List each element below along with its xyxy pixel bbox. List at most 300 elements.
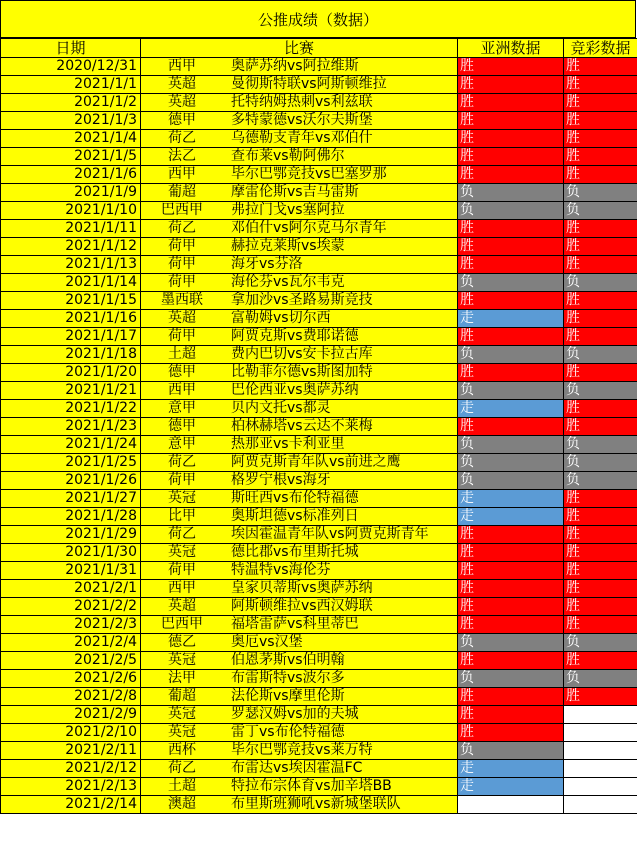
table-row [1, 490, 637, 508]
jingcai-result-cell[interactable]: 胜 [564, 508, 637, 526]
match-cell[interactable] [141, 670, 458, 688]
date-cell[interactable]: 2021/1/28 [1, 508, 141, 526]
match-cell[interactable] [141, 76, 458, 94]
asia-result-cell[interactable]: 胜 [458, 238, 564, 256]
header-asia[interactable]: 亚洲数据 [458, 39, 564, 58]
teams-label: 奥斯坦德vs标准列日 [231, 508, 359, 524]
teams-label: 费内巴切vs安卡拉古库 [231, 346, 373, 362]
asia-result-cell[interactable]: 胜 [458, 598, 564, 616]
jingcai-result-cell[interactable]: 负 [564, 436, 637, 454]
league-label: 西甲 [168, 382, 196, 398]
league-label: 荷甲 [168, 274, 196, 290]
asia-result-cell[interactable]: 负 [458, 454, 564, 472]
league-label: 荷乙 [168, 220, 196, 236]
teams-label: 斯旺西vs布伦特福德 [231, 490, 359, 506]
asia-result-cell[interactable]: 胜 [458, 544, 564, 562]
league-label: 意甲 [168, 436, 196, 452]
jingcai-result-cell[interactable]: 负 [564, 472, 637, 490]
jingcai-result-cell[interactable]: 胜 [564, 544, 637, 562]
league-label: 巴西甲 [161, 616, 203, 632]
asia-result-cell[interactable]: 胜 [458, 130, 564, 148]
league-label: 英超 [168, 598, 196, 614]
asia-result-cell[interactable]: 胜 [458, 166, 564, 184]
asia-result-cell[interactable]: 胜 [458, 418, 564, 436]
asia-result-cell[interactable]: 胜 [458, 706, 564, 724]
table-row [1, 112, 637, 130]
date-cell[interactable]: 2021/1/15 [1, 292, 141, 310]
jingcai-result-cell[interactable] [564, 760, 637, 778]
date-cell[interactable]: 2021/2/1 [1, 580, 141, 598]
asia-result-cell[interactable] [458, 796, 564, 814]
asia-result-cell[interactable]: 胜 [458, 580, 564, 598]
asia-result-cell[interactable]: 胜 [458, 724, 564, 742]
match-cell[interactable] [141, 508, 458, 526]
match-cell[interactable] [141, 148, 458, 166]
date-cell[interactable]: 2021/2/13 [1, 778, 141, 796]
date-cell[interactable]: 2021/1/10 [1, 202, 141, 220]
jingcai-result-cell[interactable]: 负 [564, 454, 637, 472]
table-row [1, 328, 637, 346]
jingcai-result-cell[interactable] [564, 724, 637, 742]
asia-result-cell[interactable]: 负 [458, 742, 564, 760]
date-cell[interactable]: 2021/1/2 [1, 94, 141, 112]
league-label: 巴西甲 [161, 202, 203, 218]
asia-result-cell[interactable]: 负 [458, 472, 564, 490]
date-cell[interactable]: 2021/2/11 [1, 742, 141, 760]
table-row [1, 598, 637, 616]
teams-label: 毕尔巴鄂竞技vs莱万特 [231, 742, 373, 758]
teams-label: 托特纳姆热刺vs利兹联 [231, 94, 373, 110]
match-cell[interactable] [141, 346, 458, 364]
results-table [0, 38, 637, 814]
asia-result-cell[interactable]: 胜 [458, 112, 564, 130]
table-row [1, 310, 637, 328]
asia-result-cell[interactable]: 负 [458, 634, 564, 652]
match-cell[interactable] [141, 652, 458, 670]
match-cell[interactable] [141, 616, 458, 634]
table-row [1, 472, 637, 490]
date-cell[interactable]: 2021/1/5 [1, 148, 141, 166]
date-cell[interactable]: 2021/2/4 [1, 634, 141, 652]
jingcai-result-cell[interactable]: 负 [564, 634, 637, 652]
league-label: 英超 [168, 310, 196, 326]
league-label: 法乙 [168, 148, 196, 164]
teams-label: 比勒菲尔德vs斯图加特 [231, 364, 373, 380]
teams-label: 巴伦西亚vs奥萨苏纳 [231, 382, 359, 398]
league-label: 澳超 [168, 796, 196, 812]
teams-label: 布里斯班狮吼vs新城堡联队 [231, 796, 401, 812]
asia-result-cell[interactable]: 走 [458, 400, 564, 418]
league-label: 西甲 [168, 166, 196, 182]
table-row [1, 256, 637, 274]
league-label: 荷甲 [168, 256, 196, 272]
table-row [1, 382, 637, 400]
match-cell[interactable] [141, 436, 458, 454]
teams-label: 赫拉克莱斯vs埃蒙 [231, 238, 345, 254]
table-row [1, 202, 637, 220]
date-cell[interactable]: 2021/1/4 [1, 130, 141, 148]
asia-result-cell[interactable]: 胜 [458, 652, 564, 670]
teams-label: 皇家贝蒂斯vs奥萨苏纳 [231, 580, 373, 596]
jingcai-result-cell[interactable]: 胜 [564, 94, 637, 112]
asia-result-cell[interactable]: 胜 [458, 364, 564, 382]
match-cell[interactable] [141, 364, 458, 382]
table-row [1, 760, 637, 778]
header-date[interactable]: 日期 [1, 39, 141, 58]
teams-label: 乌德勒支青年vs邓伯什 [231, 130, 373, 146]
match-cell[interactable] [141, 580, 458, 598]
date-cell[interactable]: 2021/1/9 [1, 184, 141, 202]
league-label: 荷乙 [168, 526, 196, 542]
match-cell[interactable] [141, 292, 458, 310]
league-label: 荷甲 [168, 562, 196, 578]
jingcai-result-cell[interactable]: 胜 [564, 616, 637, 634]
date-cell[interactable]: 2021/2/2 [1, 598, 141, 616]
league-label: 土超 [168, 778, 196, 794]
jingcai-result-cell[interactable] [564, 778, 637, 796]
header-match[interactable]: 比赛 [141, 39, 458, 58]
asia-result-cell[interactable]: 胜 [458, 328, 564, 346]
asia-result-cell[interactable]: 胜 [458, 76, 564, 94]
table-row [1, 724, 637, 742]
asia-result-cell[interactable]: 负 [458, 436, 564, 454]
league-label: 英超 [168, 76, 196, 92]
date-cell[interactable]: 2021/1/27 [1, 490, 141, 508]
date-cell[interactable]: 2021/1/14 [1, 274, 141, 292]
jingcai-result-cell[interactable]: 胜 [564, 598, 637, 616]
table-row [1, 742, 637, 760]
date-cell[interactable]: 2021/1/26 [1, 472, 141, 490]
teams-label: 柏林赫塔vs云达不莱梅 [231, 418, 373, 434]
league-label: 德乙 [168, 634, 196, 650]
teams-label: 曼彻斯特联vs阿斯顿维拉 [231, 76, 387, 92]
teams-label: 海伦芬vs瓦尔韦克 [231, 274, 345, 290]
asia-result-cell[interactable]: 走 [458, 778, 564, 796]
match-cell[interactable] [141, 184, 458, 202]
table-row [1, 688, 637, 706]
match-cell[interactable] [141, 472, 458, 490]
match-cell[interactable] [141, 382, 458, 400]
jingcai-result-cell[interactable]: 负 [564, 670, 637, 688]
date-cell[interactable]: 2021/1/25 [1, 454, 141, 472]
league-label: 意甲 [168, 400, 196, 416]
teams-label: 多特蒙德vs沃尔夫斯堡 [231, 112, 373, 128]
league-label: 荷乙 [168, 760, 196, 776]
match-cell[interactable] [141, 94, 458, 112]
date-cell[interactable]: 2021/1/23 [1, 418, 141, 436]
jingcai-result-cell[interactable]: 胜 [564, 580, 637, 598]
date-cell[interactable]: 2021/1/29 [1, 526, 141, 544]
table-row [1, 436, 637, 454]
league-label: 墨西联 [161, 292, 203, 308]
table-row [1, 346, 637, 364]
league-label: 英冠 [168, 652, 196, 668]
match-cell[interactable] [141, 328, 458, 346]
league-label: 比甲 [168, 508, 196, 524]
table-row [1, 400, 637, 418]
match-cell[interactable] [141, 706, 458, 724]
match-cell[interactable] [141, 598, 458, 616]
match-cell[interactable] [141, 166, 458, 184]
asia-result-cell[interactable]: 负 [458, 346, 564, 364]
league-label: 英冠 [168, 544, 196, 560]
table-row [1, 94, 637, 112]
teams-label: 埃因霍温青年队vs阿贾克斯青年 [231, 526, 429, 542]
asia-result-cell[interactable]: 走 [458, 310, 564, 328]
jingcai-result-cell[interactable]: 负 [564, 346, 637, 364]
date-cell[interactable]: 2021/1/12 [1, 238, 141, 256]
teams-label: 布雷斯特vs波尔多 [231, 670, 345, 686]
table-row [1, 238, 637, 256]
match-cell[interactable] [141, 490, 458, 508]
teams-label: 邓伯什vs阿尔克马尔青年 [231, 220, 387, 236]
teams-label: 特温特vs海伦芬 [231, 562, 331, 578]
teams-label: 弗拉门戈vs塞阿拉 [231, 202, 345, 218]
asia-result-cell[interactable]: 胜 [458, 148, 564, 166]
table-row [1, 364, 637, 382]
asia-result-cell[interactable]: 胜 [458, 292, 564, 310]
jingcai-result-cell[interactable]: 胜 [564, 490, 637, 508]
match-cell[interactable] [141, 418, 458, 436]
table-row [1, 544, 637, 562]
asia-result-cell[interactable]: 胜 [458, 688, 564, 706]
jingcai-result-cell[interactable]: 胜 [564, 310, 637, 328]
jingcai-result-cell[interactable]: 胜 [564, 148, 637, 166]
league-label: 荷甲 [168, 238, 196, 254]
date-cell[interactable]: 2021/1/16 [1, 310, 141, 328]
jingcai-result-cell[interactable]: 胜 [564, 328, 637, 346]
asia-result-cell[interactable]: 胜 [458, 562, 564, 580]
jingcai-result-cell[interactable] [564, 742, 637, 760]
table-row [1, 508, 637, 526]
teams-label: 查布莱vs勒阿佛尔 [231, 148, 345, 164]
match-cell[interactable] [141, 526, 458, 544]
asia-result-cell[interactable]: 胜 [458, 220, 564, 238]
teams-label: 福塔雷萨vs科里蒂巴 [231, 616, 359, 632]
table-row [1, 58, 637, 76]
league-label: 西甲 [168, 580, 196, 596]
league-label: 英冠 [168, 490, 196, 506]
jingcai-result-cell[interactable] [564, 706, 637, 724]
asia-result-cell[interactable]: 走 [458, 760, 564, 778]
table-row [1, 616, 637, 634]
teams-label: 罗瑟汉姆vs加的夫城 [231, 706, 359, 722]
asia-result-cell[interactable]: 胜 [458, 616, 564, 634]
league-label: 荷乙 [168, 454, 196, 470]
date-cell[interactable]: 2021/1/11 [1, 220, 141, 238]
table-row [1, 220, 637, 238]
teams-label: 布雷达vs埃因霍温FC [231, 760, 363, 776]
match-cell[interactable] [141, 238, 458, 256]
teams-label: 德比郡vs布里斯托城 [231, 544, 359, 560]
match-cell[interactable] [141, 220, 458, 238]
date-cell[interactable]: 2021/2/9 [1, 706, 141, 724]
teams-label: 奥厄vs汉堡 [231, 634, 303, 650]
teams-label: 雷丁vs布伦特福德 [231, 724, 345, 740]
league-label: 荷甲 [168, 328, 196, 344]
league-label: 英冠 [168, 724, 196, 740]
asia-result-cell[interactable]: 走 [458, 508, 564, 526]
jingcai-result-cell[interactable]: 负 [564, 202, 637, 220]
league-label: 英冠 [168, 706, 196, 722]
teams-label: 富勒姆vs切尔西 [231, 310, 331, 326]
teams-label: 特拉布宗体育vs加辛塔BB [231, 778, 392, 794]
teams-label: 阿贾克斯vs费耶诺德 [231, 328, 359, 344]
jingcai-result-cell[interactable]: 负 [564, 274, 637, 292]
date-cell[interactable]: 2021/1/18 [1, 346, 141, 364]
table-row [1, 562, 637, 580]
table-row [1, 526, 637, 544]
match-cell[interactable] [141, 130, 458, 148]
jingcai-result-cell[interactable]: 胜 [564, 364, 637, 382]
league-label: 德甲 [168, 112, 196, 128]
league-label: 德甲 [168, 364, 196, 380]
match-cell[interactable] [141, 58, 458, 76]
jingcai-result-cell[interactable]: 胜 [564, 688, 637, 706]
table-row [1, 148, 637, 166]
table-row [1, 166, 637, 184]
date-cell[interactable]: 2021/1/22 [1, 400, 141, 418]
table-row [1, 292, 637, 310]
table-row [1, 670, 637, 688]
jingcai-result-cell[interactable]: 胜 [564, 652, 637, 670]
teams-label: 伯恩茅斯vs伯明翰 [231, 652, 345, 668]
teams-label: 格罗宁根vs海牙 [231, 472, 331, 488]
match-cell[interactable] [141, 310, 458, 328]
match-cell[interactable] [141, 688, 458, 706]
match-cell[interactable] [141, 256, 458, 274]
date-cell[interactable]: 2021/1/13 [1, 256, 141, 274]
date-cell[interactable]: 2021/1/20 [1, 364, 141, 382]
match-cell[interactable] [141, 400, 458, 418]
table-row [1, 634, 637, 652]
jingcai-result-cell[interactable]: 胜 [564, 238, 637, 256]
teams-label: 海牙vs芬洛 [231, 256, 303, 272]
date-cell[interactable]: 2021/1/31 [1, 562, 141, 580]
date-cell[interactable]: 2021/1/24 [1, 436, 141, 454]
header-jingcai[interactable]: 竞彩数据 [564, 39, 637, 58]
jingcai-result-cell[interactable]: 胜 [564, 220, 637, 238]
date-cell[interactable]: 2021/2/8 [1, 688, 141, 706]
teams-label: 贝内文托vs都灵 [231, 400, 331, 416]
table-row [1, 796, 637, 814]
league-label: 西杯 [168, 742, 196, 758]
teams-label: 法伦斯vs摩里伦斯 [231, 688, 345, 704]
date-cell[interactable]: 2021/1/3 [1, 112, 141, 130]
sheet-title: 公推成绩（数据） [0, 0, 636, 38]
league-label: 荷乙 [168, 130, 196, 146]
date-cell[interactable]: 2021/2/6 [1, 670, 141, 688]
date-cell[interactable]: 2021/1/21 [1, 382, 141, 400]
jingcai-result-cell[interactable] [564, 796, 637, 814]
league-label: 法甲 [168, 670, 196, 686]
league-label: 葡超 [168, 688, 196, 704]
table-row [1, 652, 637, 670]
jingcai-result-cell[interactable]: 胜 [564, 400, 637, 418]
date-cell[interactable]: 2021/1/1 [1, 76, 141, 94]
league-label: 荷甲 [168, 472, 196, 488]
asia-result-cell[interactable]: 负 [458, 382, 564, 400]
teams-label: 热那亚vs卡利亚里 [231, 436, 345, 452]
table-row [1, 130, 637, 148]
jingcai-result-cell[interactable]: 胜 [564, 292, 637, 310]
teams-label: 毕尔巴鄂竞技vs巴塞罗那 [231, 166, 387, 182]
table-row [1, 274, 637, 292]
match-cell[interactable] [141, 454, 458, 472]
date-cell[interactable]: 2021/1/6 [1, 166, 141, 184]
asia-result-cell[interactable]: 走 [458, 490, 564, 508]
asia-result-cell[interactable]: 胜 [458, 526, 564, 544]
jingcai-result-cell[interactable]: 胜 [564, 130, 637, 148]
jingcai-result-cell[interactable]: 胜 [564, 256, 637, 274]
match-cell[interactable] [141, 544, 458, 562]
date-cell[interactable]: 2020/12/31 [1, 58, 141, 76]
date-cell[interactable]: 2021/2/12 [1, 760, 141, 778]
match-cell[interactable] [141, 742, 458, 760]
match-cell[interactable] [141, 274, 458, 292]
teams-label: 拿加沙vs圣路易斯竞技 [231, 292, 373, 308]
match-cell[interactable] [141, 562, 458, 580]
date-cell[interactable]: 2021/1/17 [1, 328, 141, 346]
match-cell[interactable] [141, 778, 458, 796]
match-cell[interactable] [141, 796, 458, 814]
table-row [1, 184, 637, 202]
league-label: 土超 [168, 346, 196, 362]
match-cell[interactable] [141, 760, 458, 778]
date-cell[interactable]: 2021/2/3 [1, 616, 141, 634]
league-label: 葡超 [168, 184, 196, 200]
jingcai-result-cell[interactable]: 胜 [564, 166, 637, 184]
teams-label: 摩雷伦斯vs吉马雷斯 [231, 184, 359, 200]
header-row [1, 39, 637, 58]
asia-result-cell[interactable]: 胜 [458, 94, 564, 112]
table-row [1, 76, 637, 94]
date-cell[interactable]: 2021/1/30 [1, 544, 141, 562]
date-cell[interactable]: 2021/2/14 [1, 796, 141, 814]
date-cell[interactable]: 2021/2/5 [1, 652, 141, 670]
asia-result-cell[interactable]: 负 [458, 274, 564, 292]
jingcai-result-cell[interactable]: 胜 [564, 418, 637, 436]
match-cell[interactable] [141, 202, 458, 220]
asia-result-cell[interactable]: 负 [458, 184, 564, 202]
jingcai-result-cell[interactable]: 胜 [564, 112, 637, 130]
jingcai-result-cell[interactable]: 胜 [564, 76, 637, 94]
teams-label: 阿贾克斯青年队vs前进之鹰 [231, 454, 401, 470]
date-cell[interactable]: 2021/2/10 [1, 724, 141, 742]
league-label: 德甲 [168, 418, 196, 434]
jingcai-result-cell[interactable]: 负 [564, 382, 637, 400]
asia-result-cell[interactable]: 负 [458, 202, 564, 220]
table-row [1, 454, 637, 472]
asia-result-cell[interactable]: 胜 [458, 256, 564, 274]
league-label: 西甲 [168, 58, 196, 74]
league-label: 英超 [168, 94, 196, 110]
table-row [1, 778, 637, 796]
teams-label: 奥萨苏纳vs阿拉维斯 [231, 58, 359, 74]
jingcai-result-cell[interactable]: 胜 [564, 526, 637, 544]
table-row [1, 706, 637, 724]
asia-result-cell[interactable]: 胜 [458, 58, 564, 76]
table-row [1, 580, 637, 598]
jingcai-result-cell[interactable]: 负 [564, 184, 637, 202]
match-cell[interactable] [141, 724, 458, 742]
asia-result-cell[interactable]: 负 [458, 670, 564, 688]
jingcai-result-cell[interactable]: 胜 [564, 58, 637, 76]
teams-label: 阿斯顿维拉vs西汉姆联 [231, 598, 373, 614]
match-cell[interactable] [141, 112, 458, 130]
match-cell[interactable] [141, 634, 458, 652]
jingcai-result-cell[interactable]: 胜 [564, 562, 637, 580]
